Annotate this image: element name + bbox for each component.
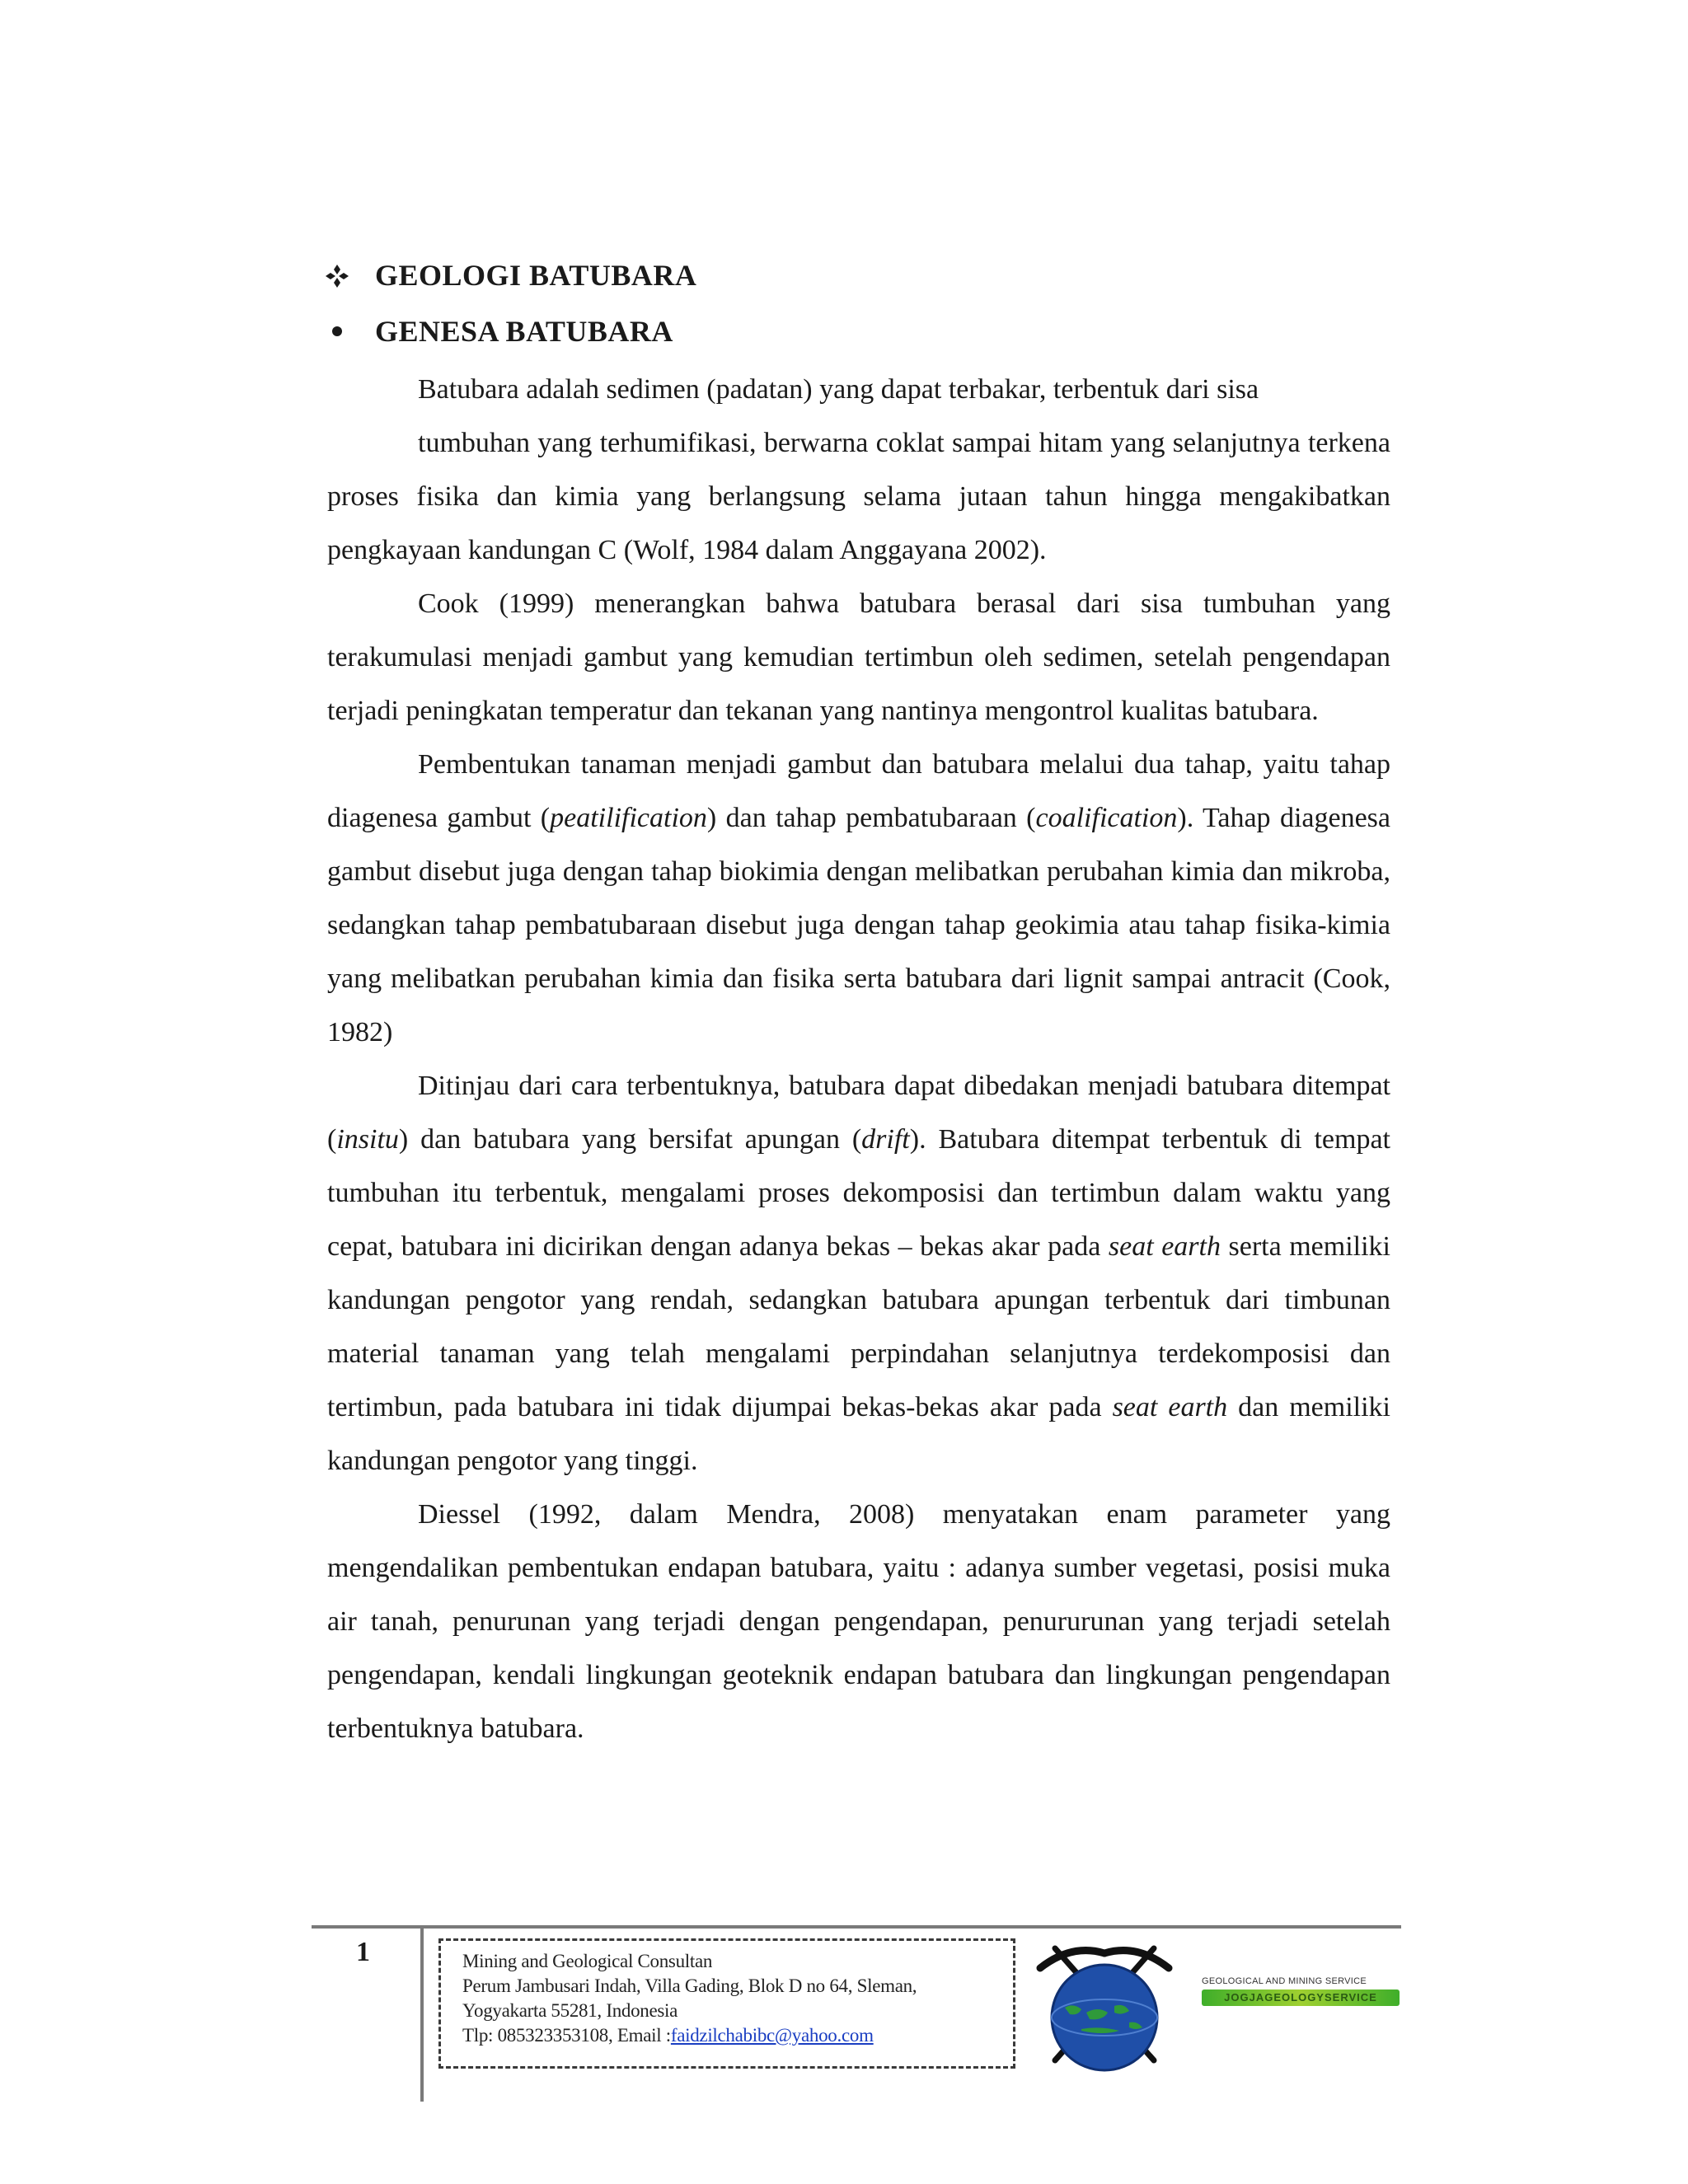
body-text [327, 363, 1390, 1755]
contact-box [438, 1938, 1015, 2069]
globe-pickaxe-logo-icon [1022, 1937, 1187, 2081]
paragraph-4-text-b: ) dan batubara yang bersifat apungan ( [398, 1124, 862, 1155]
section-heading-geologi-batubara [375, 257, 1447, 293]
logo-banner: JOGJAGEOLOGYSERVICE [1202, 1990, 1400, 2006]
paragraph-1 [327, 363, 1390, 577]
footer-rule [312, 1925, 1401, 1929]
contact-company: Mining and Geological Consultan [462, 1951, 713, 1971]
paragraph-4-text-c: ). Batubara ditempat terbentuk di tempat tumbuhan itu terbentuk, mengalami proses dekomposisi dan tertimbun dalam waktu yang cepat, batubara ini dicirikan dengan adanya bekas – bekas akar pada [327, 1124, 1391, 1262]
paragraph-4 [327, 1059, 1390, 1488]
contact-phone-email [462, 2023, 1013, 2048]
email-link[interactable]: faidzilchabibc@yahoo.com [670, 2025, 874, 2046]
subheading-text: GENESA BATUBARA [375, 315, 673, 348]
term-seat-earth-2: seat earth [1112, 1392, 1228, 1422]
paragraph-5: Diessel (1992, dalam Mendra, 2008) menyatakan enam parameter yang mengendalikan pembentukan endapan batubara, yaitu : adanya sumber vegetasi, posisi muka air tanah, penurunan yang terjadi dengan pengendapan, penururunan yang terjadi setelah pengendapan, kendali lingkungan geoteknik endapan batubara dan lingkungan pengendapan terbentuknya batubara. [327, 1499, 1390, 1744]
paragraph-3-text-a: Pembentukan tanaman menjadi gambut dan batubara melalui dua tahap, yaitu tahap diagenesa gambut ( [327, 749, 1390, 833]
paragraph-4-text-a: Ditinjau dari cara terbentuknya, batubara dapat dibedakan menjadi batubara ditempat ( [327, 1071, 1390, 1155]
term-coalification: coalification [1035, 803, 1178, 833]
paragraph-3-text-c: ). Tahap diagenesa gambut disebut juga dengan tahap biokimia dengan melibatkan perubahan kimia dan mikroba, sedangkan tahap pembatubaraan disebut juga dengan tahap geokimia atau tahap fisika-kimia yang melibatkan perubahan kimia dan fisika serta batubara dari lignit sampai antracit (Cook, 1982) [327, 803, 1390, 1047]
page-number: 1 [356, 1937, 370, 1967]
paragraph-1-line-1: Batubara adalah sedimen (padatan) yang dapat terbakar, terbentuk dari sisa [418, 374, 1259, 405]
logo-wordmark [1202, 1976, 1400, 2006]
paragraph-2: Cook (1999) menerangkan bahwa batubara berasal dari sisa tumbuhan yang terakumulasi menjadi gambut yang kemudian tertimbun oleh sedimen, setelah pengendapan terjadi peningkatan temperatur dan tekanan yang nantinya mengontrol kualitas batubara. [327, 588, 1390, 726]
term-peatilification: peatilification [550, 803, 707, 833]
contact-phone: Tlp: 085323353108, Email : [462, 2025, 671, 2046]
paragraph-1-rest: tumbuhan yang terhumifikasi, berwarna coklat sampai hitam yang selanjutnya terkena proses fisika dan kimia yang berlangsung selama jutaan tahun hingga mengakibatkan pengkayaan kandungan C (Wolf, 1984 dalam Anggayana 2002). [327, 428, 1390, 565]
paragraph-4-text-e: dan memiliki kandungan pengotor yang tinggi. [327, 1392, 1390, 1476]
term-drift: drift [861, 1124, 910, 1155]
contact-address-1: Perum Jambusari Indah, Villa Gading, Blok D no 64, Sleman, [462, 1975, 917, 1996]
contact-address-2: Yogyakarta 55281, Indonesia [462, 2000, 678, 2021]
term-insitu: insitu [336, 1124, 399, 1155]
diamond-cluster-icon [324, 263, 350, 289]
round-bullet-icon [332, 326, 342, 336]
logo-tagline: GEOLOGICAL AND MINING SERVICE [1202, 1976, 1367, 1986]
term-seat-earth-1: seat earth [1108, 1231, 1221, 1262]
heading-text: GEOLOGI BATUBARA [375, 259, 697, 292]
subsection-heading-genesa-batubara [375, 313, 1447, 349]
footer-vertical-rule [420, 1927, 424, 2102]
paragraph-3-text-b: ) dan tahap pembatubaraan ( [706, 803, 1036, 833]
paragraph-3 [327, 738, 1390, 1059]
paragraph-4-text-d: serta memiliki kandungan pengotor yang rendah, sedangkan batubara apungan terbentuk dari timbunan material tanaman yang telah mengalami perpindahan selanjutnya terdekomposisi dan tertimbun, pada batubara ini tidak dijumpai bekas-bekas akar pada [327, 1231, 1390, 1422]
